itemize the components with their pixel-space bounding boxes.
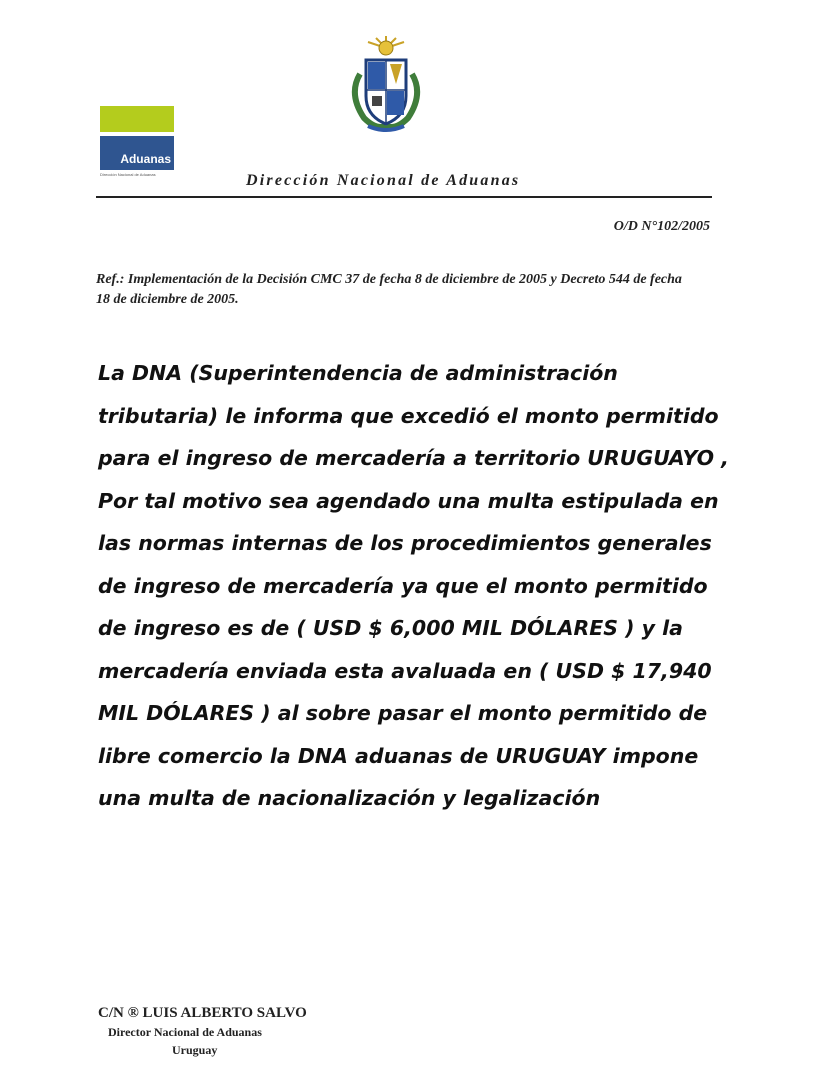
agency-name: Dirección Nacional de Aduanas <box>246 172 521 189</box>
document-number: O/D N°102/2005 <box>613 219 710 234</box>
logo-text: Aduanas <box>120 152 171 166</box>
notice-paragraph-2: Por tal motivo sea agendado una multa estipulada en las normas internas de los procedimientos generales de ingreso de mercadería ya que el monto permitido de ingreso es de ( USD $ 6,000 MIL DÓLARES ) y la mercadería enviada esta avaluada en ( USD $ 17,940 MIL DÓLARES ) al sobre pasar el monto permitido de libre comercio la DNA aduanas de URUGUAY impone una multa de nacionalización y legalización <box>98 488 719 810</box>
signature-block <box>98 1005 307 1058</box>
signatory-country: Uruguay <box>172 1043 218 1057</box>
logo-green-band <box>100 106 174 132</box>
header-divider <box>96 196 712 198</box>
signatory-title: Director Nacional de Aduanas <box>108 1025 262 1039</box>
logo-blue-band <box>100 136 174 170</box>
logo-subtext: Dirección Nacional de Aduanas <box>100 172 156 177</box>
aduanas-logo <box>100 106 174 178</box>
notice-body <box>98 352 738 820</box>
uruguay-coat-of-arms-icon <box>338 34 434 134</box>
notice-paragraph-1: La DNA (Superintendencia de administración tributaria) le informa que excedió el monto permitido para el ingreso de mercadería a territorio URUGUAYO , <box>98 361 729 470</box>
reference-line: Ref.: Implementación de la Decisión CMC 37 de fecha 8 de diciembre de 2005 y Decreto 544 de fecha 18 de diciembre de 2005. <box>96 272 682 307</box>
signatory-name: C/N ® LUIS ALBERTO SALVO <box>98 1005 307 1021</box>
